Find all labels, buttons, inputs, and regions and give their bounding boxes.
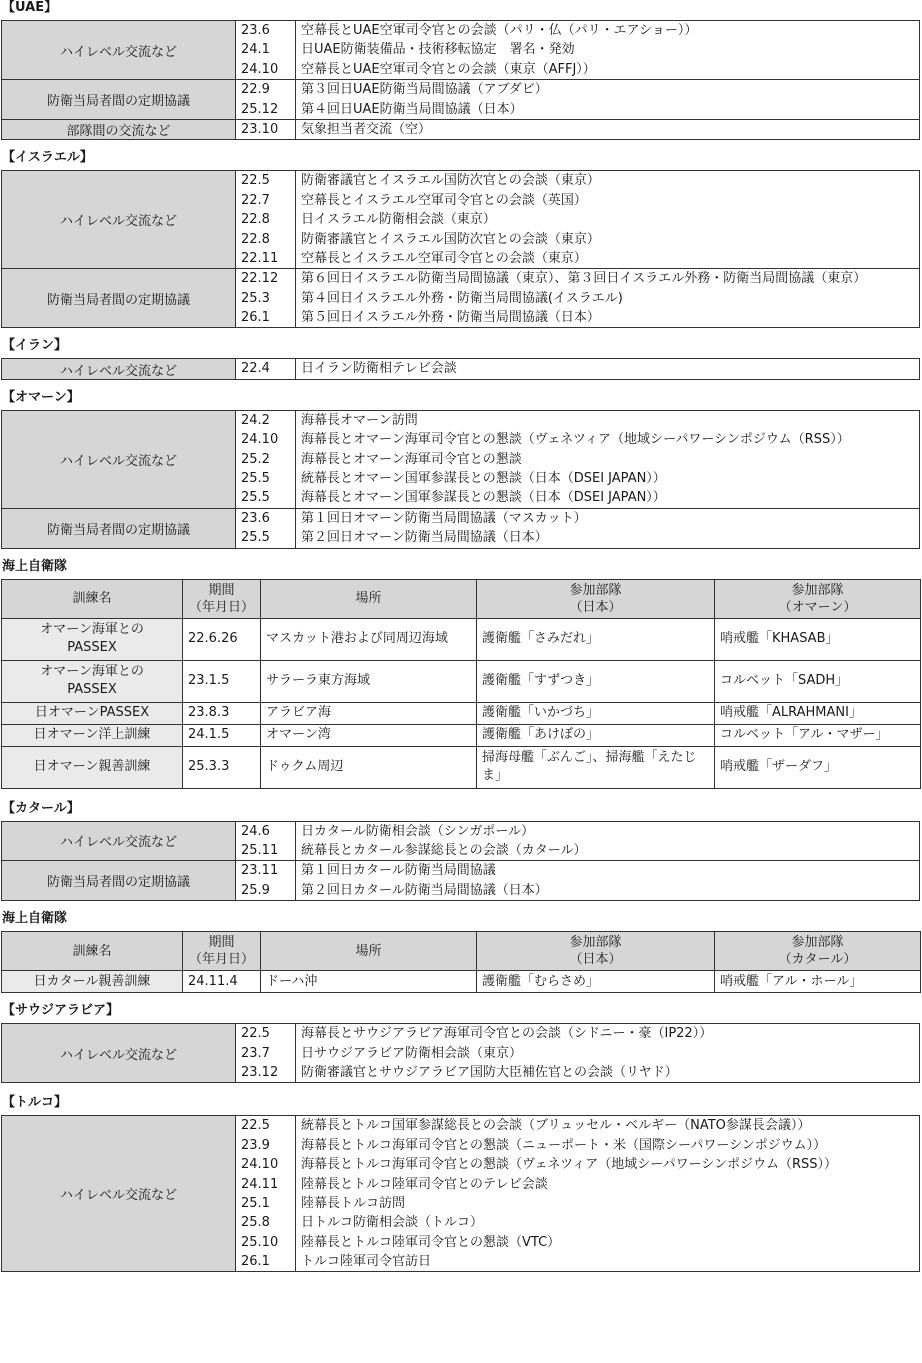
- date-cell: [236, 821, 296, 861]
- entry-text: 統幕長とトルコ国軍参謀総長との会談（ブリュッセル・ベルギー（NATO参謀長会議））: [301, 1118, 811, 1134]
- entry-date: 23.6: [241, 510, 270, 526]
- entry-date: 24.10: [241, 1157, 279, 1173]
- japan-unit: 掃海母艦「ぶんご」、掃海艦「えたじま」: [477, 746, 715, 788]
- entry-date: 24.10: [241, 61, 279, 77]
- date-cell: [236, 269, 296, 328]
- description-cell: [296, 410, 920, 508]
- date-cell: [236, 119, 296, 139]
- training-row: [2, 618, 921, 660]
- entry-text: 空幕長とUAE空軍司令官との会談（東京（AFFJ））: [301, 61, 596, 77]
- entry-date: 24.11: [241, 1176, 279, 1192]
- entry-text: 気象担当者交流（空）: [301, 121, 432, 137]
- entry-text: 海幕長とオマーン海軍司令官との懇談（ヴェネツィア（地域シーパワーシンポジウム（RSS））: [301, 432, 850, 448]
- category-cell: 防衛当局者間の定期協議: [2, 269, 236, 328]
- entry-text: 海幕長とオマーン海軍司令官との懇談: [301, 451, 522, 467]
- category-cell: 防衛当局者間の定期協議: [2, 508, 236, 548]
- training-date: 23.8.3: [183, 702, 261, 724]
- category-cell: ハイレベル交流など: [2, 359, 236, 379]
- description-cell: [296, 21, 920, 80]
- entry-text: 統幕長とオマーン国軍参謀長との懇談（日本（DSEI JAPAN））: [301, 471, 666, 487]
- training-header-row: [2, 579, 921, 618]
- entry-date: 25.5: [241, 490, 270, 506]
- exchange-row: [2, 821, 920, 861]
- entry-date: 25.5: [241, 471, 270, 487]
- entry-date: 22.8: [241, 231, 270, 247]
- entry-date: 23.12: [241, 1064, 279, 1080]
- entry-text: 空幕長とイスラエル空軍司令官との会談（東京）: [301, 250, 587, 266]
- country-section: [0, 390, 922, 549]
- entry-date: 23.6: [241, 23, 270, 38]
- description-cell: [296, 861, 920, 901]
- entry-date: 22.11: [241, 250, 279, 266]
- entry-text: 第５回日イスラエル外務・防衛当局間協議（日本）: [301, 310, 600, 326]
- japan-unit: 護衛艦「あけぼの」: [477, 724, 715, 746]
- category-cell: ハイレベル交流など: [2, 821, 236, 861]
- training-name: 日オマーン洋上訓練: [2, 724, 183, 746]
- entry-text: 防衛審議官とサウジアラビア国防大臣補佐官との会談（リヤド）: [301, 1064, 678, 1080]
- date-cell: [236, 171, 296, 269]
- training-name: 日カタール親善訓練: [2, 971, 183, 993]
- entry-date: 23.9: [241, 1137, 270, 1153]
- section-heading: 海上自衛隊: [2, 558, 68, 574]
- training-section: [0, 911, 922, 993]
- section-heading: 【トルコ】: [2, 1095, 68, 1111]
- entry-date: 24.1: [241, 42, 270, 58]
- entry-date: 22.8: [241, 212, 270, 228]
- entry-text: 第３回日UAE防衛当局間協議（アブダビ）: [301, 82, 548, 98]
- column-header: 期間 （年月日）: [183, 932, 261, 971]
- entry-date: 25.5: [241, 530, 270, 546]
- entry-date: 25.12: [241, 101, 279, 117]
- entry-date: 25.9: [241, 882, 270, 898]
- exchange-row: [2, 80, 920, 120]
- exchange-row: [2, 171, 920, 269]
- description-cell: [296, 119, 920, 139]
- date-cell: [236, 410, 296, 508]
- entry-date: 26.1: [241, 310, 270, 326]
- training-name: 日オマーン親善訓練: [2, 746, 183, 788]
- entry-text: 日イラン防衛相テレビ会談: [301, 361, 457, 377]
- training-place: ドゥクム周辺: [261, 746, 477, 788]
- description-cell: [296, 821, 920, 861]
- exchange-table: [1, 170, 920, 328]
- section-heading: 【イスラエル】: [2, 150, 93, 166]
- training-date: 24.1.5: [183, 724, 261, 746]
- entry-date: 22.12: [241, 271, 279, 287]
- entry-text: 防衛審議官とイスラエル国防次官との会談（東京）: [301, 173, 600, 189]
- entry-text: 第６回日イスラエル防衛当局間協議（東京）、第３回日イスラエル外務・防衛当局間協議（東京）: [301, 271, 867, 287]
- entry-text: 空幕長とイスラエル空軍司令官との会談（英国）: [301, 192, 587, 208]
- entry-text: 日イスラエル防衛相会談（東京）: [301, 212, 496, 228]
- training-date: 22.6.26: [183, 618, 261, 660]
- entry-date: 23.11: [241, 863, 279, 879]
- entry-text: 第４回日UAE防衛当局間協議（日本）: [301, 101, 523, 117]
- entry-date: 23.10: [241, 121, 279, 137]
- category-cell: 部隊間の交流など: [2, 119, 236, 139]
- entry-date: 25.10: [241, 1234, 279, 1250]
- japan-unit: 護衛艦「さみだれ」: [477, 618, 715, 660]
- category-cell: 防衛当局者間の定期協議: [2, 80, 236, 120]
- entry-text: 日トルコ防衛相会談（トルコ）: [301, 1215, 484, 1231]
- exchange-table: [1, 821, 920, 902]
- column-header: 参加部隊 （オマーン）: [715, 579, 921, 618]
- exchange-row: [2, 508, 920, 548]
- japan-unit: 護衛艦「すずつき」: [477, 660, 715, 702]
- category-cell: ハイレベル交流など: [2, 410, 236, 508]
- partner-unit: 哨戒艦「ザーダフ」: [715, 746, 921, 788]
- section-heading: 【オマーン】: [2, 389, 80, 405]
- entry-text: 海幕長オマーン訪問: [301, 412, 418, 428]
- entry-date: 22.7: [241, 192, 270, 208]
- training-row: [2, 724, 921, 746]
- section-heading: 【サウジアラビア】: [2, 1003, 120, 1019]
- entry-date: 26.1: [241, 1254, 270, 1270]
- training-row: [2, 702, 921, 724]
- column-header: 参加部隊 （日本）: [477, 579, 715, 618]
- training-table: [1, 931, 921, 993]
- entry-text: 第２回日カタール防衛当局間協議（日本）: [301, 882, 548, 898]
- entry-text: 日サウジアラビア防衛相会談（東京）: [301, 1045, 523, 1061]
- training-name: 日オマーンPASSEX: [2, 702, 183, 724]
- date-cell: [236, 80, 296, 120]
- training-section: [0, 559, 922, 789]
- country-section: [0, 0, 922, 140]
- exchange-row: [2, 1024, 920, 1083]
- section-heading: 【UAE】: [2, 0, 58, 15]
- entry-date: 22.5: [241, 1118, 270, 1134]
- entry-text: 陸幕長とトルコ陸軍司令官との懇談（VTC）: [301, 1234, 561, 1250]
- entry-date: 25.1: [241, 1195, 270, 1211]
- exchange-row: [2, 21, 920, 80]
- training-place: マスカット港および同周辺海域: [261, 618, 477, 660]
- entry-text: 陸幕長とトルコ陸軍司令官とのテレビ会談: [301, 1176, 548, 1192]
- entry-text: 空幕長とUAE空軍司令官との会談（パリ・仏（パリ・エアショー））: [301, 23, 698, 38]
- entry-text: 防衛審議官とイスラエル国防次官との会談（東京）: [301, 231, 600, 247]
- training-table: [1, 579, 921, 789]
- section-heading: 海上自衛隊: [2, 911, 68, 927]
- training-place: オマーン湾: [261, 724, 477, 746]
- exchange-row: [2, 410, 920, 508]
- exchange-table: [1, 1115, 920, 1272]
- date-cell: [236, 861, 296, 901]
- training-name: オマーン海軍との PASSEX: [2, 660, 183, 702]
- partner-unit: コルベット「アル・マザー」: [715, 724, 921, 746]
- training-place: ドーハ沖: [261, 971, 477, 993]
- category-cell: ハイレベル交流など: [2, 1116, 236, 1272]
- entry-date: 25.11: [241, 842, 279, 858]
- entry-date: 25.2: [241, 451, 270, 467]
- training-place: サラーラ東方海域: [261, 660, 477, 702]
- entry-date: 24.10: [241, 432, 279, 448]
- entry-text: 海幕長とトルコ海軍司令官との懇談（ニューポート・米（国際シーパワーシンポジウム））: [301, 1137, 827, 1153]
- entry-date: 24.2: [241, 412, 270, 428]
- entry-text: 日UAE防衛装備品・技術移転協定 署名・発効: [301, 42, 575, 58]
- column-header: 期間 （年月日）: [183, 579, 261, 618]
- entry-date: 24.6: [241, 823, 270, 839]
- entry-text: 第２回日オマーン防衛当局間協議（日本）: [301, 530, 548, 546]
- exchange-row: [2, 269, 920, 328]
- country-section: [0, 801, 922, 902]
- country-section: [0, 1003, 922, 1083]
- entry-text: 海幕長とトルコ海軍司令官との懇談（ヴェネツィア（地域シーパワーシンポジウム（RSS））: [301, 1157, 837, 1173]
- category-cell: 防衛当局者間の定期協議: [2, 861, 236, 901]
- section-heading: 【イラン】: [2, 338, 68, 354]
- partner-unit: コルベット「SADH」: [715, 660, 921, 702]
- description-cell: [296, 359, 920, 379]
- column-header: 場所: [261, 932, 477, 971]
- entry-date: 22.9: [241, 82, 270, 98]
- training-name: オマーン海軍との PASSEX: [2, 618, 183, 660]
- description-cell: [296, 1116, 920, 1272]
- category-cell: ハイレベル交流など: [2, 21, 236, 80]
- country-section: [0, 338, 922, 379]
- entry-text: 第４回日イスラエル外務・防衛当局間協議(イスラエル): [301, 290, 623, 306]
- exchange-table: [1, 410, 920, 549]
- entry-text: 陸幕長トルコ訪問: [301, 1195, 406, 1211]
- partner-unit: 哨戒艦「ALRAHMANI」: [715, 702, 921, 724]
- training-date: 23.1.5: [183, 660, 261, 702]
- column-header: 参加部隊 （カタール）: [715, 932, 921, 971]
- date-cell: [236, 21, 296, 80]
- category-cell: ハイレベル交流など: [2, 1024, 236, 1083]
- column-header: 訓練名: [2, 932, 183, 971]
- entry-text: 日カタール防衛相会談（シンガポール）: [301, 823, 535, 839]
- entry-date: 22.5: [241, 173, 270, 189]
- date-cell: [236, 359, 296, 379]
- entry-text: 海幕長とオマーン国軍参謀長との懇談（日本（DSEI JAPAN））: [301, 490, 666, 506]
- training-row: [2, 746, 921, 788]
- description-cell: [296, 269, 920, 328]
- exchange-table: [1, 1023, 920, 1083]
- entry-text: 海幕長とサウジアラビア海軍司令官との会談（シドニー・豪（IP22））: [301, 1026, 713, 1042]
- partner-unit: 哨戒艦「KHASAB」: [715, 618, 921, 660]
- entry-text: トルコ陸軍司令官訪日: [301, 1254, 432, 1270]
- training-place: アラビア海: [261, 702, 477, 724]
- japan-unit: 護衛艦「むらさめ」: [477, 971, 715, 993]
- country-section: [0, 150, 922, 328]
- category-cell: ハイレベル交流など: [2, 171, 236, 269]
- description-cell: [296, 171, 920, 269]
- japan-unit: 護衛艦「いかづち」: [477, 702, 715, 724]
- training-date: 24.11.4: [183, 971, 261, 993]
- partner-unit: 哨戒艦「アル・ホール」: [715, 971, 921, 993]
- training-row: [2, 971, 921, 993]
- column-header: 参加部隊 （日本）: [477, 932, 715, 971]
- exchange-row: [2, 1116, 920, 1272]
- exchange-table: [1, 20, 920, 140]
- description-cell: [296, 1024, 920, 1083]
- exchange-table: [1, 358, 920, 379]
- date-cell: [236, 1024, 296, 1083]
- entry-date: 25.8: [241, 1215, 270, 1231]
- training-header-row: [2, 932, 921, 971]
- entry-text: 第１回日カタール防衛当局間協議: [301, 863, 496, 879]
- entry-date: 25.3: [241, 290, 270, 306]
- entry-date: 23.7: [241, 1045, 270, 1061]
- column-header: 訓練名: [2, 579, 183, 618]
- column-header: 場所: [261, 579, 477, 618]
- entry-text: 統幕長とカタール参謀総長との会談（カタール）: [301, 842, 587, 858]
- description-cell: [296, 80, 920, 120]
- exchange-row: [2, 119, 920, 139]
- date-cell: [236, 508, 296, 548]
- training-row: [2, 660, 921, 702]
- date-cell: [236, 1116, 296, 1272]
- entry-text: 第１回日オマーン防衛当局間協議（マスカット）: [301, 510, 587, 526]
- entry-date: 22.5: [241, 1026, 270, 1042]
- section-heading: 【カタール】: [2, 800, 80, 816]
- country-section: [0, 1095, 922, 1272]
- exchange-row: [2, 861, 920, 901]
- training-date: 25.3.3: [183, 746, 261, 788]
- entry-date: 22.4: [241, 361, 270, 377]
- description-cell: [296, 508, 920, 548]
- exchange-row: [2, 359, 920, 379]
